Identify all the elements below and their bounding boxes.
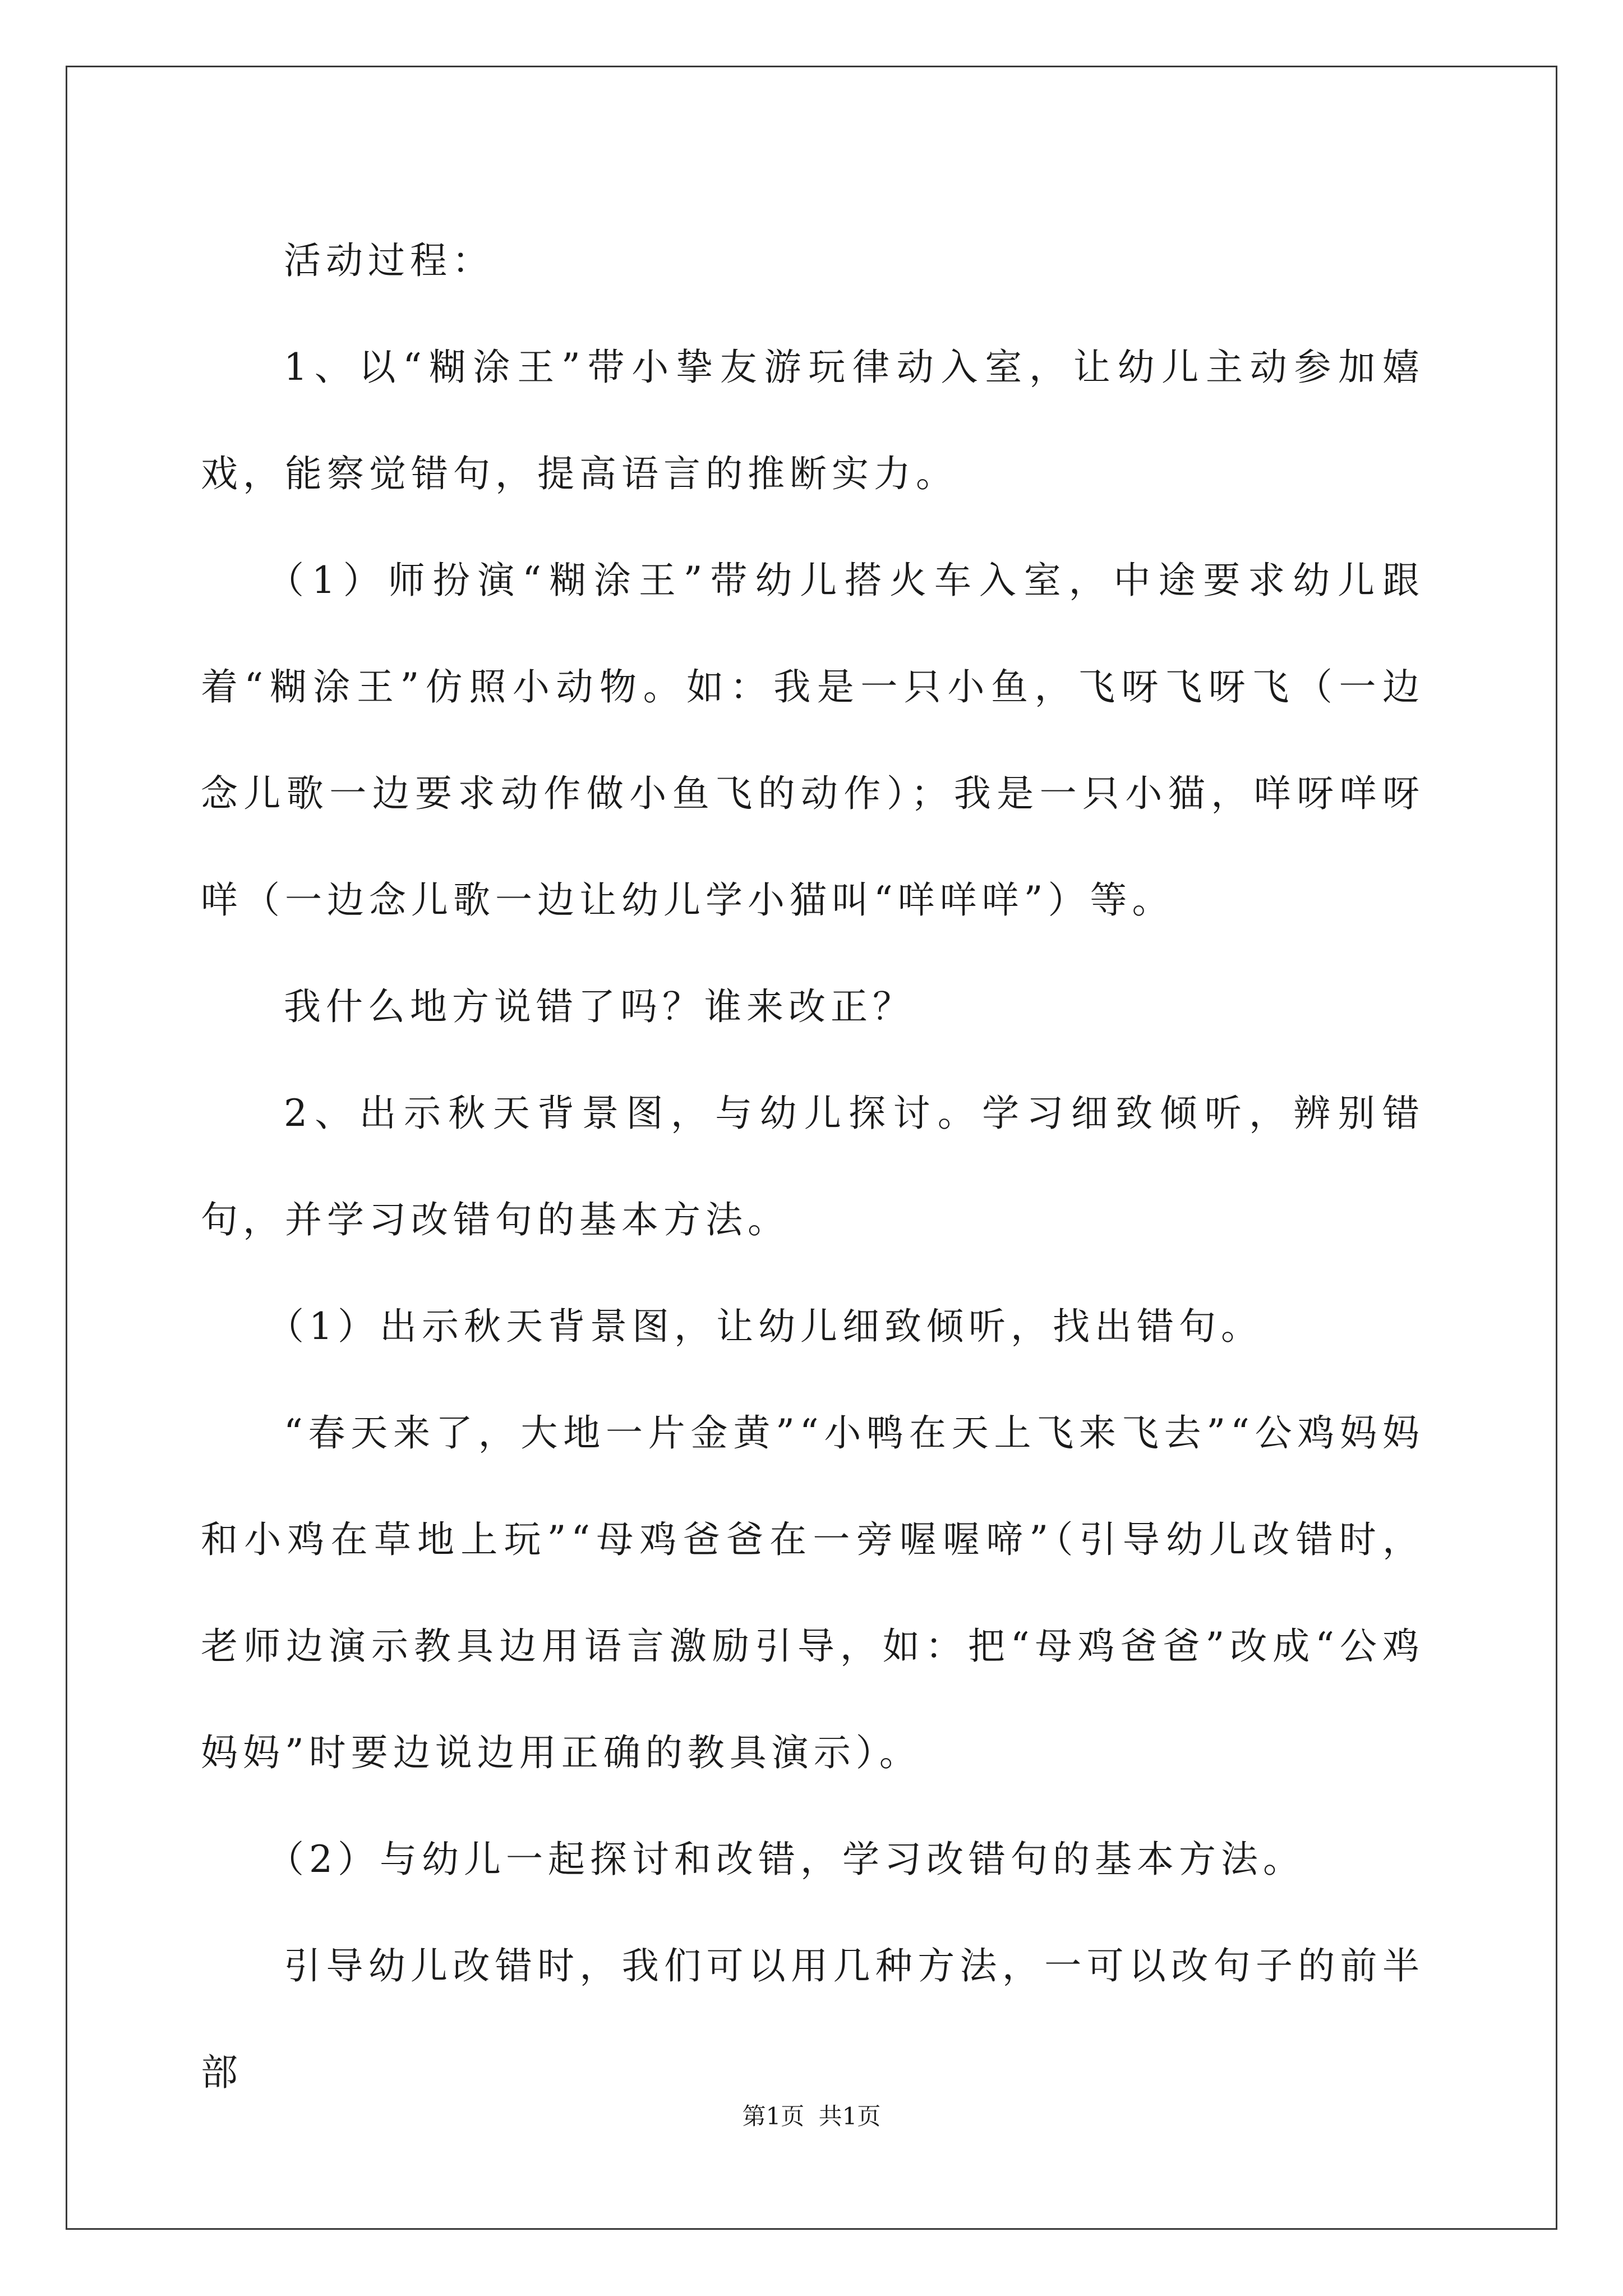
- paragraph-question: 我什么地方说错了吗？谁来改正？: [284, 985, 915, 1028]
- paragraph-step-2-sub-1: （1）出示秋天背景图，让幼儿细致倾听，找出错句。: [267, 1305, 1263, 1348]
- page-footer: [0, 2098, 1623, 2132]
- paragraph-error-sentences: “春天来了，大地一片金黄”“小鸭在天上飞来飞去”“公鸡妈妈和小鸡在草地上玩”“母鸡爸爸在一旁喔喔啼”（引导幼儿改错时，老师边演示教具边用语言激励引导，如：把“母鸡爸爸”改成“公鸡妈妈”时要边说边用正确的教具演示）。: [201, 1411, 1424, 1774]
- paragraph-step-2-sub-2: （2）与幼儿一起探讨和改错，学习改错句的基本方法。: [267, 1838, 1305, 1881]
- page-number-total: 共1页: [818, 2102, 881, 2130]
- paragraph-step-2: 2、出示秋天背景图，与幼儿探讨。学习细致倾听，辨别错句，并学习改错句的基本方法。: [201, 1092, 1424, 1241]
- paragraph-step-1-sub-1: （1）师扮演“糊涂王”带幼儿搭火车入室，中途要求幼儿跟着“糊涂王”仿照小动物。如：我是一只小鱼，飞呀飞呀飞（一边念儿歌一边要求动作做小鱼飞的动作）；我是一只小猫，咩呀咩呀咩（一边念儿歌一边让幼儿学小猫叫“咩咩咩”）等。: [201, 559, 1424, 922]
- page-number-current: 第1页: [742, 2102, 805, 2130]
- paragraph-correction-methods: 引导幼儿改错时，我们可以用几种方法，一可以改句子的前半部: [201, 1944, 1424, 2094]
- document-body: [201, 208, 1424, 2126]
- paragraph-activity-process: 活动过程：: [284, 239, 494, 282]
- paragraph-step-1: 1、以“糊涂王”带小挚友游玩律动入室，让幼儿主动参加嬉戏，能察觉错句，提高语言的推断实力。: [201, 346, 1424, 495]
